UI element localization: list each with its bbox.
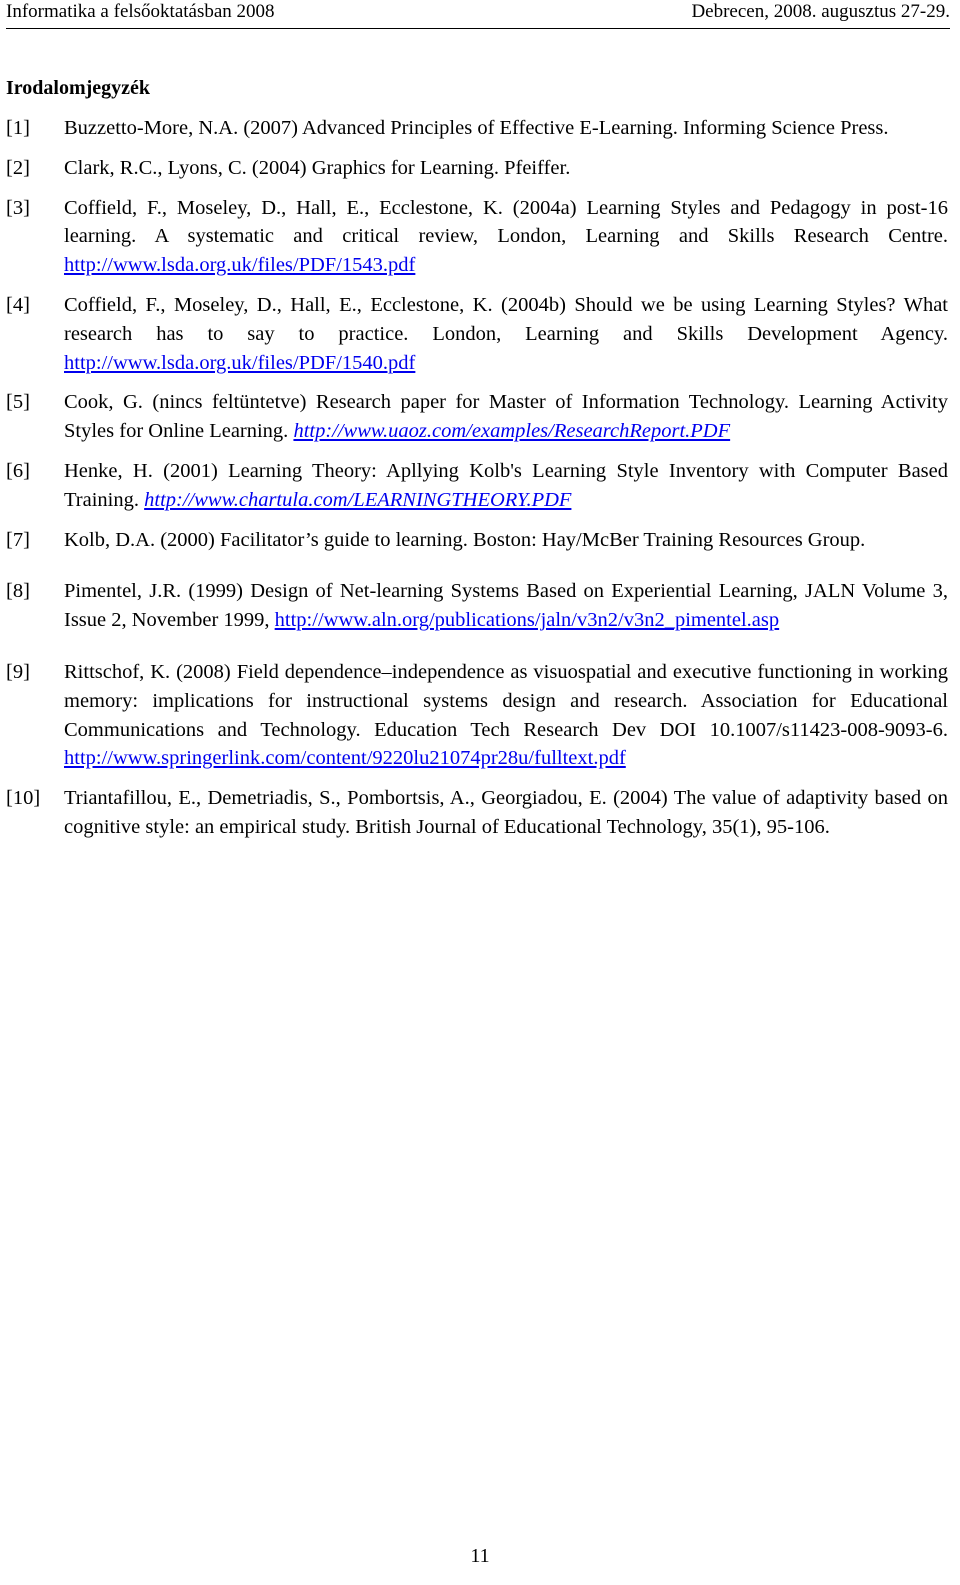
reference-item: [6, 154, 948, 183]
reference-number: [1]: [6, 117, 30, 139]
reference-text: Clark, R.C., Lyons, C. (2004) Graphics for Learning. Pfeiffer.: [64, 156, 571, 179]
reference-text: Cook, G. (nincs feltüntetve) Research paper for Master of Information Technology. Learning Activity Styles for Online Learning.: [64, 391, 948, 443]
page-number: 11: [470, 1545, 490, 1567]
reference-number: [10]: [6, 787, 41, 810]
reference-text: Rittschof, K. (2008) Field dependence–independence as visuospatial and executive functioning in working memory: implications for instructional systems design and research. Association for Educational Communications and Technology. Education Tech Research Dev DOI 10.1007/s11423-008-9093-6.: [64, 660, 948, 741]
reference-link[interactable]: http://www.chartula.com/LEARNINGTHEORY.PDF: [144, 488, 572, 511]
reference-text: Kolb, D.A. (2000) Facilitator’s guide to learning. Boston: Hay/McBer Training Resources Group.: [64, 528, 866, 551]
reference-number: [8]: [6, 580, 30, 603]
page-header: [6, 0, 950, 29]
reference-number: [6]: [6, 459, 30, 482]
reference-item: [6, 457, 948, 515]
reference-link[interactable]: http://www.springerlink.com/content/9220lu21074pr28u/fulltext.pdf: [64, 747, 626, 770]
reference-item: [6, 291, 948, 377]
reference-text: Coffield, F., Moseley, D., Hall, E., Ecclestone, K. (2004a) Learning Styles and Pedagogy in post-16 learning. A systematic and critical review, London, Learning and Skills Research Centre.: [64, 196, 948, 248]
reference-item: [6, 114, 948, 143]
reference-item: [6, 388, 948, 446]
reference-link[interactable]: http://www.lsda.org.uk/files/PDF/1540.pdf: [64, 351, 416, 374]
reference-number: [5]: [6, 391, 30, 414]
reference-text: Coffield, F., Moseley, D., Hall, E., Ecclestone, K. (2004b) Should we be using Learning Styles? What research has to say to practice. London, Learning and Skills Development Agency.: [64, 293, 948, 345]
header-location-date: Debrecen, 2008. augusztus 27-29.: [691, 1, 950, 22]
reference-text: Buzzetto-More, N.A. (2007) Advanced Principles of Effective E-Learning. Informing Science Press.: [64, 117, 889, 139]
reference-list: [6, 114, 948, 842]
reference-item: [6, 784, 948, 842]
reference-item: [6, 658, 948, 773]
reference-link[interactable]: http://www.aln.org/publications/jaln/v3n2/v3n2_pimentel.asp: [274, 609, 780, 632]
reference-link[interactable]: http://www.lsda.org.uk/files/PDF/1543.pdf: [64, 254, 416, 277]
reference-number: [2]: [6, 156, 30, 179]
reference-item: [6, 194, 948, 280]
reference-number: [4]: [6, 293, 30, 316]
reference-text: Pimentel, J.R. (1999) Design of Net-learning Systems Based on Experiential Learning, JALN Volume 3, Issue 2, November 1999,: [64, 580, 948, 632]
reference-number: [7]: [6, 528, 30, 551]
reference-text: Henke, H. (2001) Learning Theory: Apllying Kolb's Learning Style Inventory with Computer Based Training.: [64, 459, 948, 511]
reference-item: [6, 526, 948, 555]
reference-text: Triantafillou, E., Demetriadis, S., Pombortsis, A., Georgiadou, E. (2004) The value of adaptivity based on cognitive style: an empirical study. British Journal of Educational Technology, 35(1), 95-106.: [64, 787, 948, 838]
header-conference-title: Informatika a felsőoktatásban 2008: [6, 1, 275, 22]
section-title: Irodalomjegyzék: [6, 77, 151, 99]
reference-item: [6, 577, 948, 635]
reference-number: [3]: [6, 196, 30, 219]
reference-link[interactable]: http://www.uaoz.com/examples/ResearchReport.PDF: [293, 420, 731, 443]
reference-number: [9]: [6, 660, 30, 683]
